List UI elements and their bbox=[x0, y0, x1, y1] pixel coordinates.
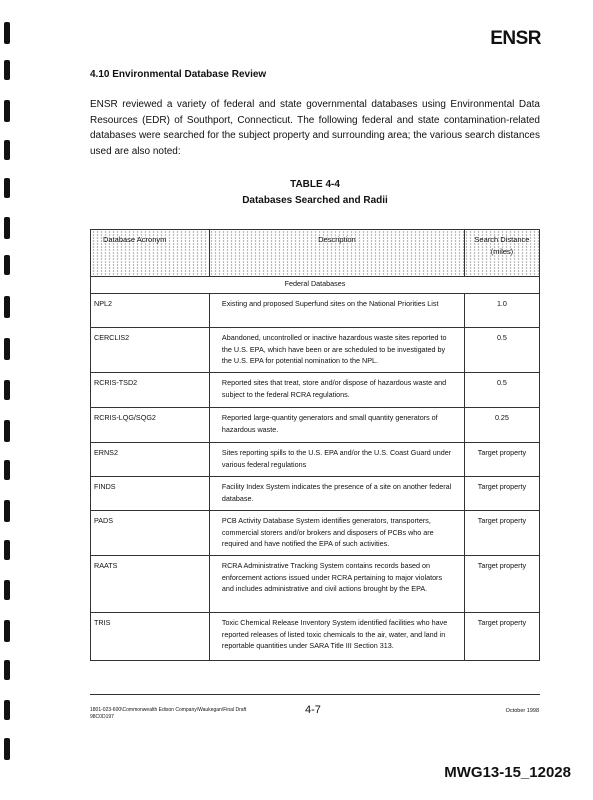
table-header-row bbox=[91, 230, 540, 277]
binder-hole bbox=[4, 420, 10, 442]
row-distance: 0.25 bbox=[464, 408, 539, 443]
binder-hole bbox=[4, 380, 10, 400]
header-acronym: Database Acronym bbox=[91, 230, 210, 277]
footer-document-id bbox=[90, 707, 320, 721]
header-description: Description bbox=[209, 230, 464, 277]
group-label: Federal Databases bbox=[91, 277, 540, 294]
table-row bbox=[91, 477, 540, 511]
binder-hole bbox=[4, 22, 10, 44]
row-distance: Target property bbox=[464, 443, 539, 477]
database-table bbox=[90, 229, 540, 661]
table-row bbox=[91, 373, 540, 408]
page-number: 4-7 bbox=[305, 704, 321, 716]
binder-hole bbox=[4, 540, 10, 560]
row-description: RCRA Administrative Tracking System contains records based on enforcement actions issued under RCRA pertaining to major violators and includes administrative and civil actions brought by the EPA. bbox=[209, 556, 464, 613]
row-distance: Target property bbox=[464, 511, 539, 556]
row-acronym: NPL2 bbox=[91, 294, 210, 328]
row-distance: 0.5 bbox=[464, 328, 539, 373]
binder-hole bbox=[4, 500, 10, 522]
table-row bbox=[91, 556, 540, 613]
row-acronym: RAATS bbox=[91, 556, 210, 613]
row-acronym: CERCLIS2 bbox=[91, 328, 210, 373]
binder-hole bbox=[4, 178, 10, 198]
row-distance: Target property bbox=[464, 477, 539, 511]
footer-date: October 1998 bbox=[505, 708, 539, 714]
binder-hole bbox=[4, 460, 10, 480]
row-description: Reported large-quantity generators and small quantity generators of hazardous waste. bbox=[209, 408, 464, 443]
table-row bbox=[91, 294, 540, 328]
row-description: Sites reporting spills to the U.S. EPA and/or the U.S. Coast Guard under various federal regulations bbox=[209, 443, 464, 477]
binder-hole bbox=[4, 620, 10, 642]
row-description: Toxic Chemical Release Inventory System identified facilities who have reported releases of listed toxic chemicals to the air, water, and land in reportable quantities under SARA Title III Section 313. bbox=[209, 613, 464, 661]
binder-hole bbox=[4, 140, 10, 160]
binder-hole bbox=[4, 580, 10, 600]
row-description: Reported sites that treat, store and/or dispose of hazardous waste and subject to the federal RCRA regulations. bbox=[209, 373, 464, 408]
binder-hole bbox=[4, 217, 10, 239]
binder-hole bbox=[4, 700, 10, 720]
row-acronym: TRIS bbox=[91, 613, 210, 661]
bates-stamp: MWG13-15_12028 bbox=[444, 764, 571, 781]
table-row bbox=[91, 511, 540, 556]
row-distance: Target property bbox=[464, 556, 539, 613]
binder-hole bbox=[4, 738, 10, 760]
binder-hole bbox=[4, 60, 10, 80]
binder-holes bbox=[4, 0, 14, 800]
row-acronym: ERNS2 bbox=[91, 443, 210, 477]
binder-hole bbox=[4, 296, 10, 318]
binder-hole bbox=[4, 255, 10, 275]
header-distance: Search Distance (miles) bbox=[464, 230, 539, 277]
row-acronym: RCRIS-LQG/SQG2 bbox=[91, 408, 210, 443]
row-distance: 0.5 bbox=[464, 373, 539, 408]
row-description: Abandoned, uncontrolled or inactive hazardous waste sites reported to the U.S. EPA, which have been or are scheduled to be investigated by the U.S. EPA for potential nomination to the NPL. bbox=[209, 328, 464, 373]
row-distance: 1.0 bbox=[464, 294, 539, 328]
binder-hole bbox=[4, 338, 10, 360]
binder-hole bbox=[4, 660, 10, 680]
row-acronym: PADS bbox=[91, 511, 210, 556]
table-row bbox=[91, 443, 540, 477]
section-title: 4.10 Environmental Database Review bbox=[90, 69, 267, 80]
row-description: Facility Index System indicates the presence of a site on another federal database. bbox=[209, 477, 464, 511]
row-acronym: FINDS bbox=[91, 477, 210, 511]
group-row bbox=[91, 277, 540, 294]
table-row bbox=[91, 613, 540, 661]
binder-hole bbox=[4, 100, 10, 122]
row-description: Existing and proposed Superfund sites on the National Priorities List bbox=[209, 294, 464, 328]
table-number: TABLE 4-4 bbox=[290, 179, 340, 190]
table-row bbox=[91, 408, 540, 443]
footer-divider bbox=[90, 694, 540, 695]
row-description: PCB Activity Database System identifies generators, transporters, commercial storers and/or brokers and disposers of PCBs who are required and have notified the EPA of such activities. bbox=[209, 511, 464, 556]
row-distance: Target property bbox=[464, 613, 539, 661]
table-row bbox=[91, 328, 540, 373]
row-acronym: RCRIS-TSD2 bbox=[91, 373, 210, 408]
footer-code: 98C0D197 bbox=[90, 714, 114, 720]
ensr-logo: ENSR bbox=[490, 28, 541, 49]
table-title: Databases Searched and Radii bbox=[242, 195, 388, 206]
footer-path: 1801-023-600\Commonwealth Edison Company\Waukegan\Final Draft bbox=[90, 707, 247, 713]
intro-paragraph: ENSR reviewed a variety of federal and state governmental databases using Environmental Data Resources (EDR) of Southport, Connecticut. The following federal and state contamination-related databases were searched for the subject property and surrounding area; the various search distances used are also noted: bbox=[90, 99, 540, 157]
